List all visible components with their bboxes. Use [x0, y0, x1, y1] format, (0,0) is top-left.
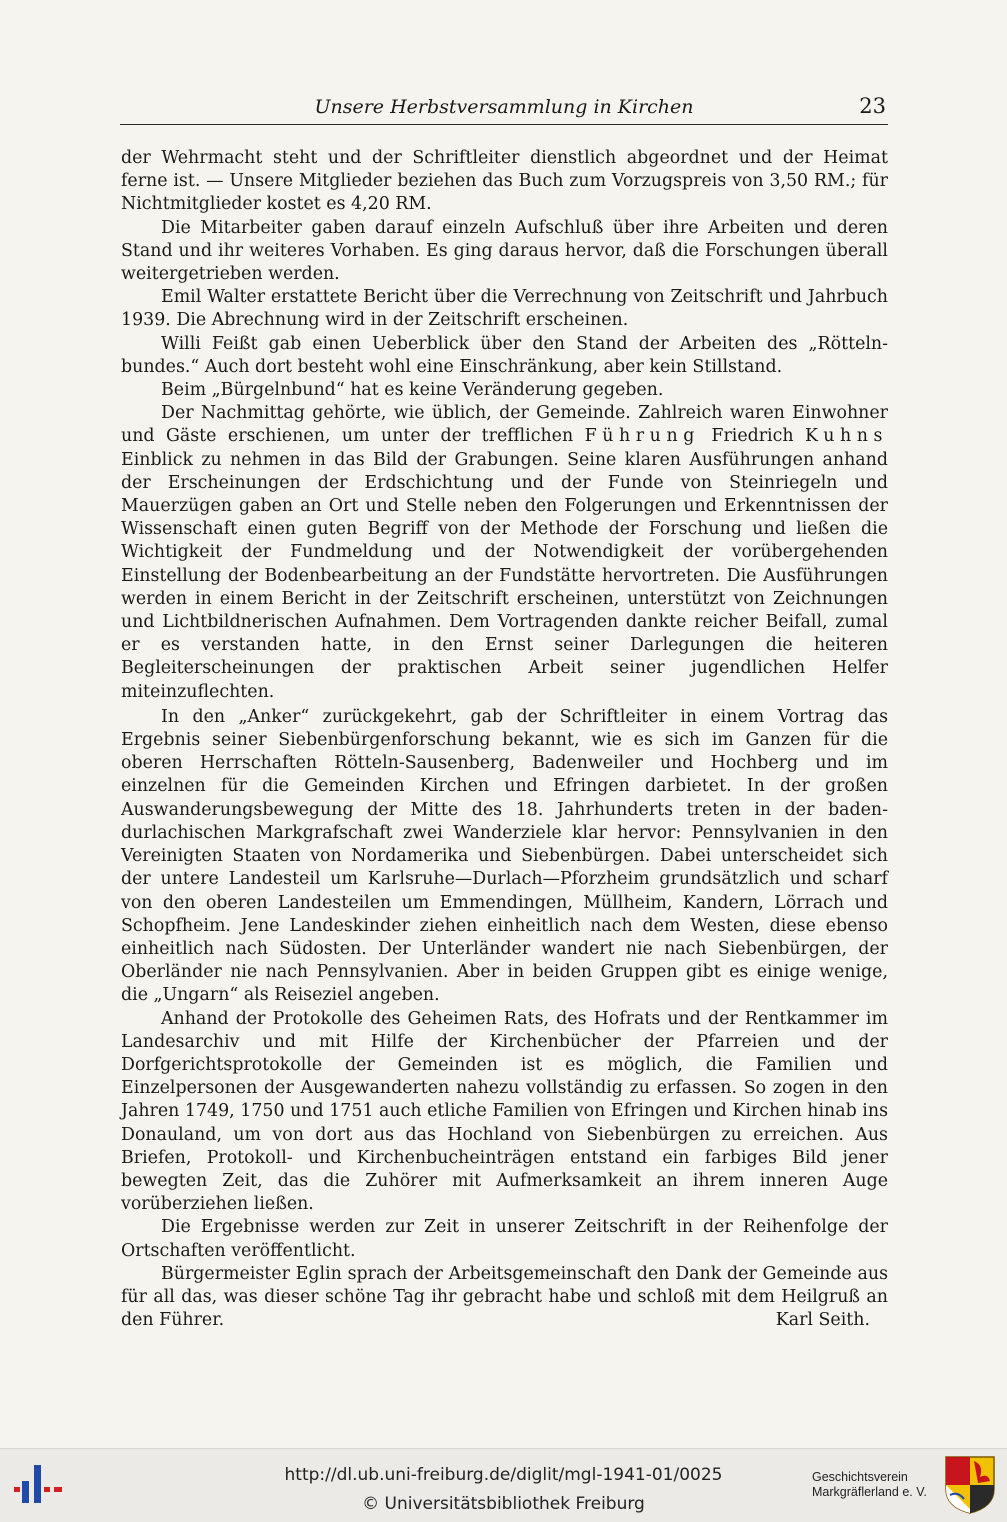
paragraph — [121, 1263, 888, 1333]
paragraph-text: Der Nachmittag gehörte, wie üblich, der Gemeinde. Zahlreich waren Einwohner und Gäste erschienen, um unter der trefflichen — [121, 403, 888, 447]
paragraph: Willi Feißt gab einen Ueberblick über den Stand der Arbeiten des „Rötteln-bundes.“ Auch dort besteht wohl eine Einschränkung, aber kein Stillstand. — [121, 333, 888, 377]
logo-dot — [54, 1487, 62, 1492]
paragraph — [121, 402, 888, 704]
coat-of-arms-icon[interactable] — [944, 1455, 996, 1515]
paragraph: Die Ergebnisse werden zur Zeit in unserer Zeitschrift in der Reihenfolge der Ortschaften veröffentlicht. — [121, 1217, 888, 1261]
paragraph: In den „Anker“ zurückgekehrt, gab der Schriftleiter in einem Vortrag das Ergebnis seiner Siebenbürgenforschung bekannt, wie es sich im Ganzen für die oberen Herrschaften Rötteln-Sausenberg, Badenweiler und Hochberg und im einzelnen für die Gemeinden Kirchen und Efringen darbietet. In der großen Auswanderungsbewegung der Mitte des 18. Jahrhunderts treten in der baden-durlachischen Markgrafschaft zwei Wanderziele klar hervor: Pennsylvanien in den Vereinigten Staaten von Nordamerika und Siebenbürgen. Dabei unterscheidet sich der untere Landesteil um Karlsruhe—Durlach—Pforzheim grundsätzlich und scharf von den oberen Landesteilen um Emmendingen, Müllheim, Kandern, Lörrach und Schopfheim. Jene Landeskinder ziehen einheitlich nach dem Westen, diese ebenso einheitlich nach Südosten. Der Unterländer wandert nie nach Siebenbürgen, der Oberländer nie nach Pennsylvanien. Aber in beiden Gruppen gibt es einige wenige, die „Ungarn“ als Reiseziel angeben. — [121, 706, 888, 1006]
page-number: 23 — [859, 94, 886, 118]
paragraph-text: Bürgermeister Eglin sprach der Arbeitsgemeinschaft den Dank der Gemeinde aus für all das, was dieser schöne Tag ihr gebracht habe und schloß mit dem Heilgruß an den Führer. — [121, 1263, 888, 1331]
running-header — [120, 92, 888, 125]
person-first-name: Friedrich — [711, 426, 794, 447]
paragraph: Anhand der Protokolle des Geheimen Rats, des Hofrats und der Rentkammer im Landesarchiv und mit Hilfe der Kirchenbücher der Pfarreien und der Dorfgerichtsprotokolle der Gemeinden ist es möglich, die Familien und Einzelpersonen der Ausgewanderten nahezu vollständig zu erfassen. So zogen in den Jahren 1749, 1750 und 1751 auch etliche Familien von Efringen und Kirchen hinab ins Donauland, um von dort aus das Hochland von Siebenbürgen zu erreichen. Aus Briefen, Protokoll- und Kirchenbucheinträgen entstand ein farbiges Bild jener bewegten Zeit, das die Zuhörer mit Aufmerksamkeit an ihrem inneren Auge vorüberziehen ließen. — [121, 1008, 888, 1215]
logo-dot — [44, 1487, 50, 1492]
permalink-url[interactable]: http://dl.ub.uni-freiburg.de/diglit/mgl-1941-01/0025 — [284, 1465, 723, 1485]
running-title: Unsere Herbstversammlung in Kirchen — [314, 96, 694, 118]
logo-dot — [14, 1487, 20, 1492]
society-name-line: Geschichtsverein — [812, 1470, 908, 1484]
paragraph: Beim „Bürgelnbund“ hat es keine Veränderung gegeben. — [161, 380, 664, 401]
society-name-line: Markgräflerland e. V. — [812, 1485, 927, 1499]
spaced-word: Führung — [584, 426, 700, 447]
spaced-surname: Kuhns — [805, 426, 888, 447]
article-body — [121, 147, 888, 1332]
author-signature: Karl Seith. — [775, 1310, 870, 1331]
copyright-notice: © Universitätsbibliothek Freiburg — [362, 1494, 645, 1514]
paragraph-text: Einblick zu nehmen in das Bild der Grabungen. Seine klaren Ausführungen anhand der Erscheinungen der Erdschichtung und der Funde von Steinriegeln und Mauerzügen gaben an Ort und Stelle neben den Folgerungen und Erkenntnissen der Wissenschaft einen guten Begriff von der Methode der Forschung und ließen die Wichtigkeit der Fundmeldung und der Notwendigkeit der vorübergehenden Einstellung der Bodenbearbeitung an der Fundstätte hervortreten. Die Ausführungen werden in einem Bericht in der Zeitschrift erscheinen, unterstützt von Zeichnungen und Lichtbildnerischen Aufnahmen. Dem Vortragenden dankte reicher Beifall, zumal er es verstanden hatte, in den Ernst seiner Darlegungen die heiteren Begleiterscheinungen der praktischen Arbeit seiner jugendlichen Helfer miteinzuflechten. — [121, 449, 888, 702]
paragraph: Emil Walter erstattete Bericht über die Verrechnung von Zeitschrift und Jahrbuch 1939. Die Abrechnung wird in der Zeitschrift erscheinen. — [121, 287, 888, 331]
paragraph: der Wehrmacht steht und der Schriftleiter dienstlich abgeordnet und der Heimat ferne ist. — Unsere Mitglieder beziehen das Buch zum Vorzugspreis von 3,50 RM.; für Nichtmitglieder kostet es 4,20 RM. — [121, 148, 888, 215]
viewer-footer — [0, 1448, 1007, 1522]
society-name — [812, 1470, 942, 1500]
paragraph: Die Mitarbeiter gaben darauf einzeln Aufschluß über ihre Arbeiten und deren Stand und ihr weiteres Vorhaben. Es ging daraus hervor, daß die Forschungen überall weitergetrieben werden. — [121, 217, 888, 285]
